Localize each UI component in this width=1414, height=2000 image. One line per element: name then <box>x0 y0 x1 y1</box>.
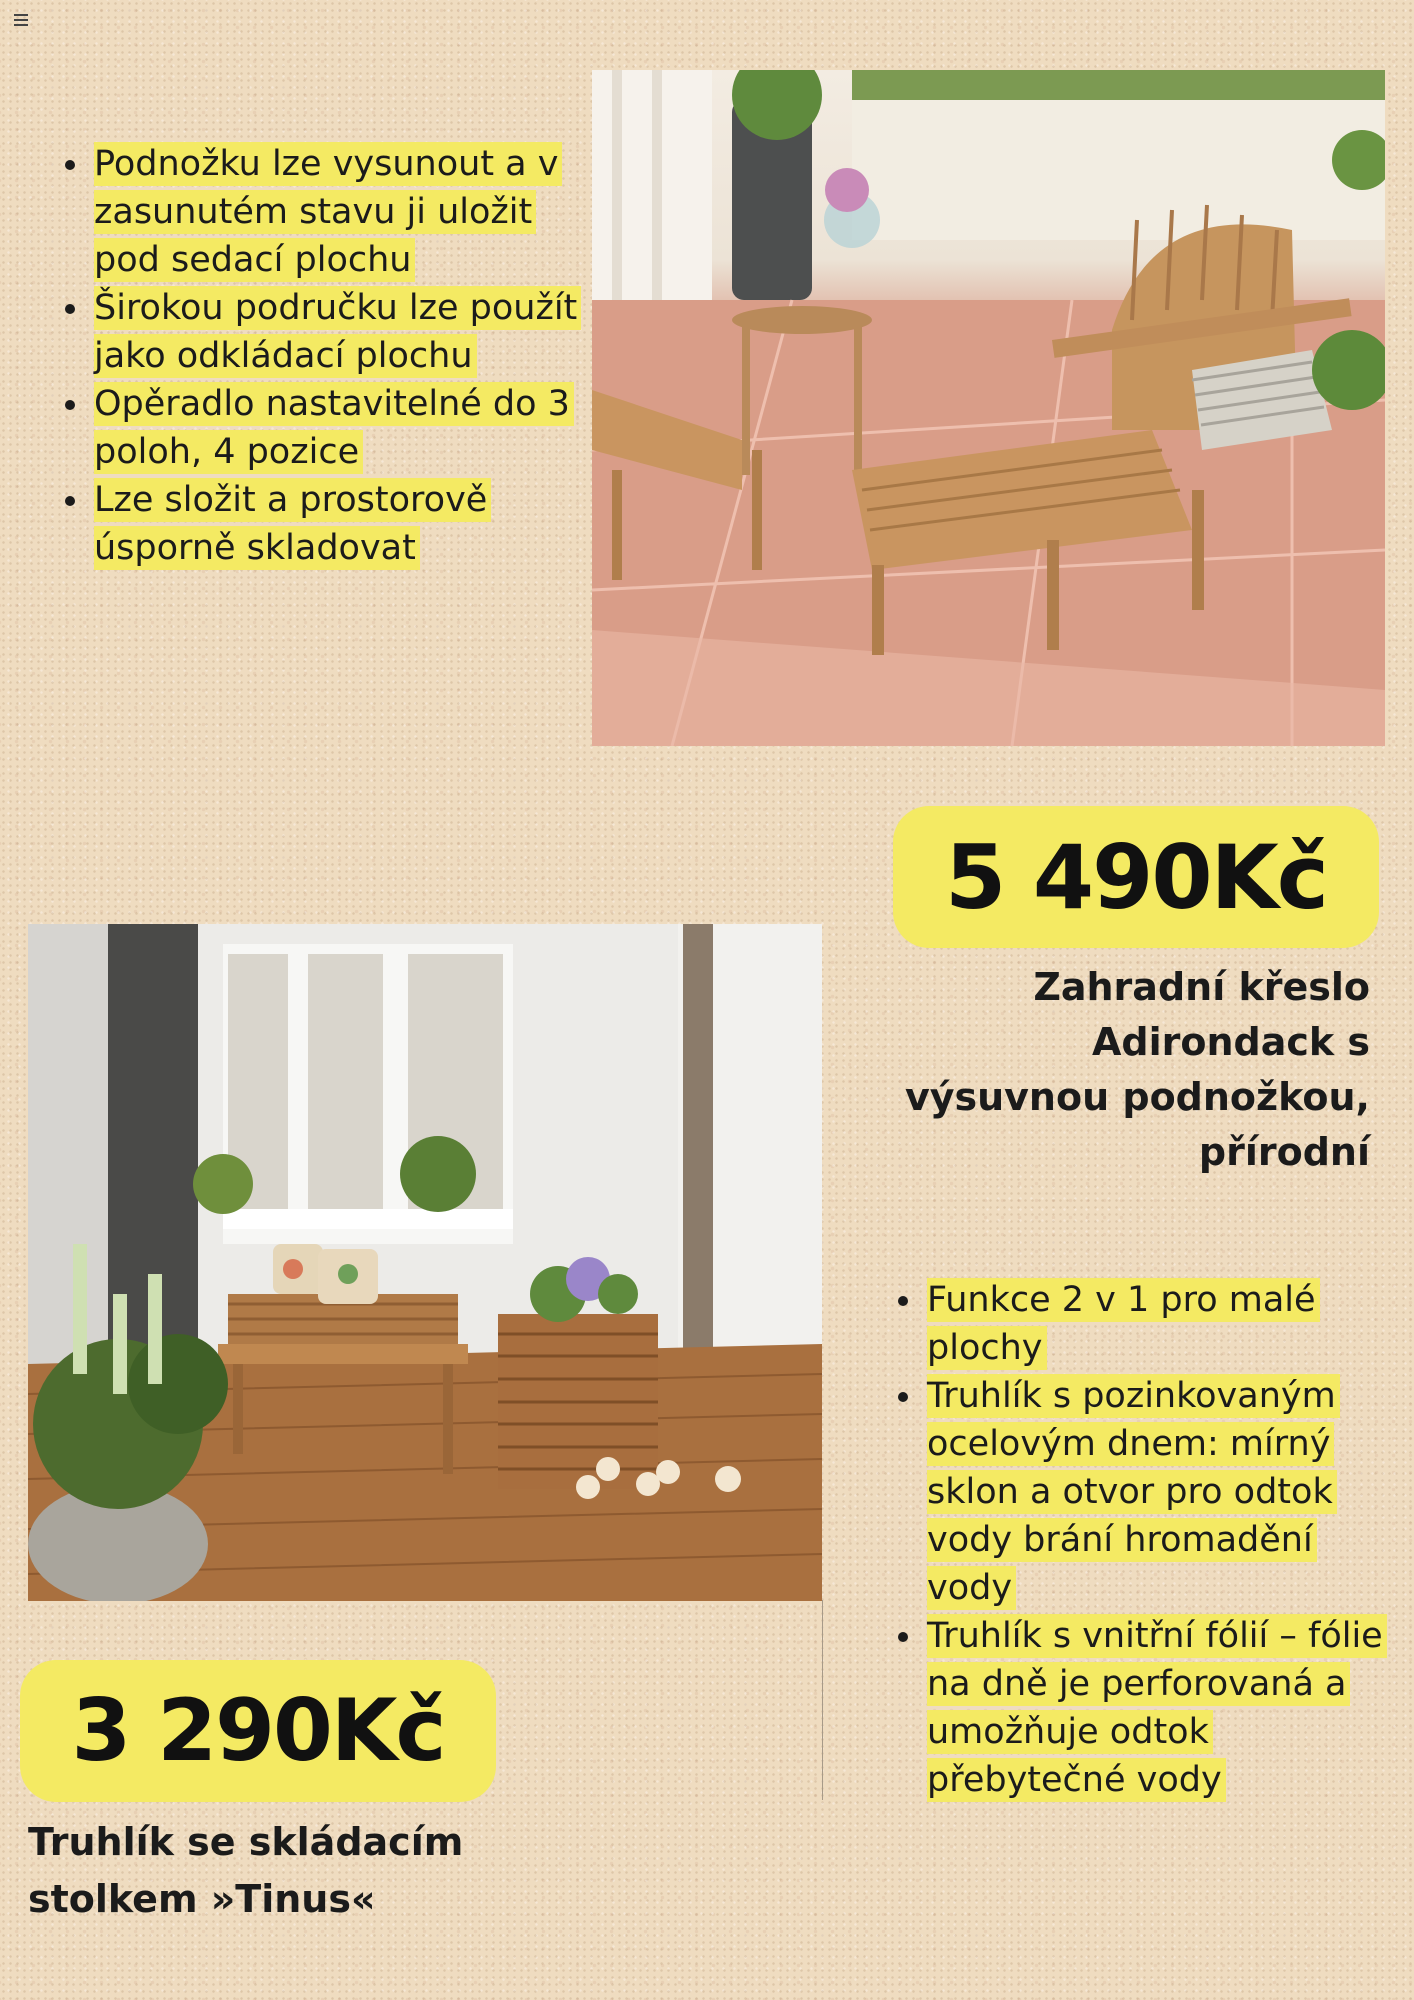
column-divider <box>822 1600 823 1800</box>
price-badge: 5 490Kč <box>893 806 1379 948</box>
feature-item: • Truhlík s pozinkovaným ocelovým dnem: mírný sklon a otvor pro odtok vody brání hromadění vody <box>925 1372 1410 1612</box>
product-title: Zahradní křeslo Adirondack s výsuvnou podnožkou, přírodní <box>904 965 1370 1174</box>
feature-item: • Podnožku lze vysunout a v zasunutém stavu ji uložit pod sedací plochu <box>92 140 582 284</box>
price-badge: 3 290Kč <box>20 1660 496 1802</box>
planter-bench-photo <box>28 924 822 1601</box>
feature-item: • Lze složit a prostorově úsporně skladovat <box>92 476 582 572</box>
feature-item: • Širokou područku lze použít jako odkládací plochu <box>92 284 582 380</box>
feature-item: • Truhlík s vnitřní fólií – fólie na dně je perforovaná a umožňuje odtok přebytečné vody <box>925 1612 1410 1804</box>
hamburger-menu-icon[interactable] <box>14 14 28 26</box>
product-title: Truhlík se skládacím stolkem »Tinus« <box>28 1820 464 1921</box>
product-2-feature-list <box>885 1276 1410 1804</box>
product-1-feature-list <box>52 140 582 572</box>
feature-item: • Funkce 2 v 1 pro malé plochy <box>925 1276 1410 1372</box>
feature-item: • Opěradlo nastavitelné do 3 poloh, 4 pozice <box>92 380 582 476</box>
adirondack-chair-photo <box>592 70 1385 746</box>
